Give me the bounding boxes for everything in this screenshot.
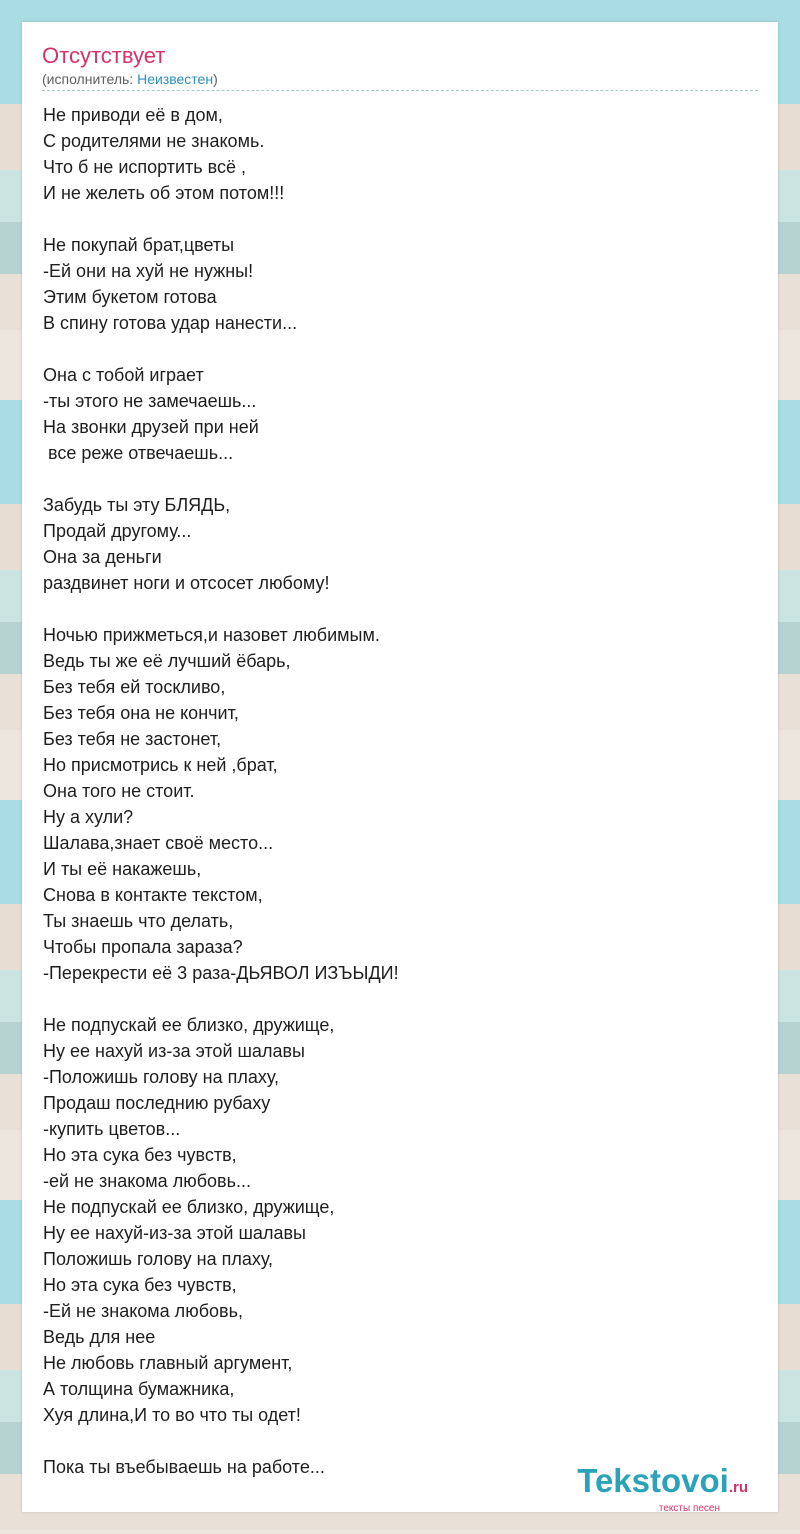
lyric-line: Ведь для нее <box>43 1327 156 1347</box>
lyric-line: Но присмотрись к ней ,брат, <box>43 755 278 775</box>
lyric-line: Снова в контакте текстом, <box>43 885 263 905</box>
lyric-line: В спину готова удар нанести... <box>43 313 298 333</box>
lyric-line: Не подпускай ее близко, дружище, <box>43 1197 335 1217</box>
lyric-line: Положишь голову на плаху, <box>43 1249 274 1269</box>
lyric-line: -Ей не знакома любовь, <box>43 1301 243 1321</box>
lyric-line: На звонки друзей при ней <box>43 417 259 437</box>
logo-name: Tekstovoi <box>577 1462 729 1499</box>
artist-prefix: (исполнитель: <box>42 71 138 87</box>
lyric-line: Без тебя она не кончит, <box>43 703 239 723</box>
stanza-break <box>43 336 758 362</box>
lyric-line: раздвинет ноги и отсосет любому! <box>43 573 330 593</box>
lyric-line: Не подпускай ее близко, дружище, <box>43 1015 335 1035</box>
logo-tagline: тексты песен <box>658 1503 720 1514</box>
lyric-line: Ну ее нахуй-из-за этой шалавы <box>43 1223 306 1243</box>
lyric-line: А толщина бумажника, <box>43 1379 235 1399</box>
lyric-line: Шалава,знает своё место... <box>43 833 274 853</box>
lyric-line: Забудь ты эту БЛЯДЬ, <box>43 495 231 515</box>
stanza-break <box>43 466 758 492</box>
lyric-line: Продай другому... <box>43 521 192 541</box>
lyric-line: Чтобы пропала зараза? <box>43 937 243 957</box>
lyric-line: -купить цветов... <box>43 1119 181 1139</box>
site-logo[interactable] <box>548 1462 748 1514</box>
lyric-line: -Перекрести её 3 раза-ДЬЯВОЛ ИЗЪЫДИ! <box>43 963 399 983</box>
lyric-line: И ты её накажешь, <box>43 859 202 879</box>
lyric-line: Ну а хули? <box>43 807 134 827</box>
lyric-line: Она с тобой играет <box>43 365 204 385</box>
lyric-line: Этим букетом готова <box>43 287 217 307</box>
song-title: Отсутствует <box>42 43 166 68</box>
lyric-line: Но эта сука без чувств, <box>43 1145 237 1165</box>
lyric-line: Но эта сука без чувств, <box>43 1275 237 1295</box>
lyric-line: Без тебя ей тоскливо, <box>43 677 226 697</box>
lyric-line: -ты этого не замечаешь... <box>43 391 257 411</box>
lyrics-card <box>22 22 778 1512</box>
lyric-line: Без тебя не застонет, <box>43 729 222 749</box>
lyric-line: все реже отвечаешь... <box>43 443 234 463</box>
artist-suffix: ) <box>213 71 218 87</box>
lyric-line: Ну ее нахуй из-за этой шалавы <box>43 1041 305 1061</box>
lyric-line: Ночью прижметься,и назовет любимым. <box>43 625 380 645</box>
logo-domain: .ru <box>728 1479 748 1496</box>
artist-link[interactable]: Неизвестен <box>137 71 214 87</box>
logo-wordmark <box>548 1464 748 1505</box>
lyric-line: Пока ты въебываешь на работе... <box>43 1457 325 1477</box>
lyric-line: Она того не стоит. <box>43 781 195 801</box>
lyric-line: Хуя длина,И то во что ты одет! <box>43 1405 301 1425</box>
lyric-line: Ведь ты же её лучший ёбарь, <box>43 651 291 671</box>
lyric-line: И не желеть об этом потом!!! <box>43 183 285 203</box>
lyric-line: -ей не знакома любовь... <box>43 1171 251 1191</box>
lyric-line: Ты знаешь что делать, <box>43 911 234 931</box>
lyric-line: Она за деньги <box>43 547 162 567</box>
stanza-break <box>43 1428 758 1454</box>
lyric-line: -Ей они на хуй не нужны! <box>43 261 254 281</box>
lyric-line: Не покупай брат,цветы <box>43 235 235 255</box>
lyric-line: Продаш последнию рубаху <box>43 1093 271 1113</box>
song-header <box>42 42 758 91</box>
lyric-line: -Положишь голову на плаху, <box>43 1067 280 1087</box>
stanza-break <box>43 596 758 622</box>
stanza-break <box>43 206 758 232</box>
artist-line <box>42 70 758 88</box>
lyric-line: Не приводи её в дом, <box>43 105 223 125</box>
lyric-line: Что б не испортить всё , <box>43 157 247 177</box>
lyrics-text <box>43 102 758 1480</box>
lyric-line: С родителями не знакомь. <box>43 131 265 151</box>
stanza-break <box>43 986 758 1012</box>
lyric-line: Не любовь главный аргумент, <box>43 1353 293 1373</box>
